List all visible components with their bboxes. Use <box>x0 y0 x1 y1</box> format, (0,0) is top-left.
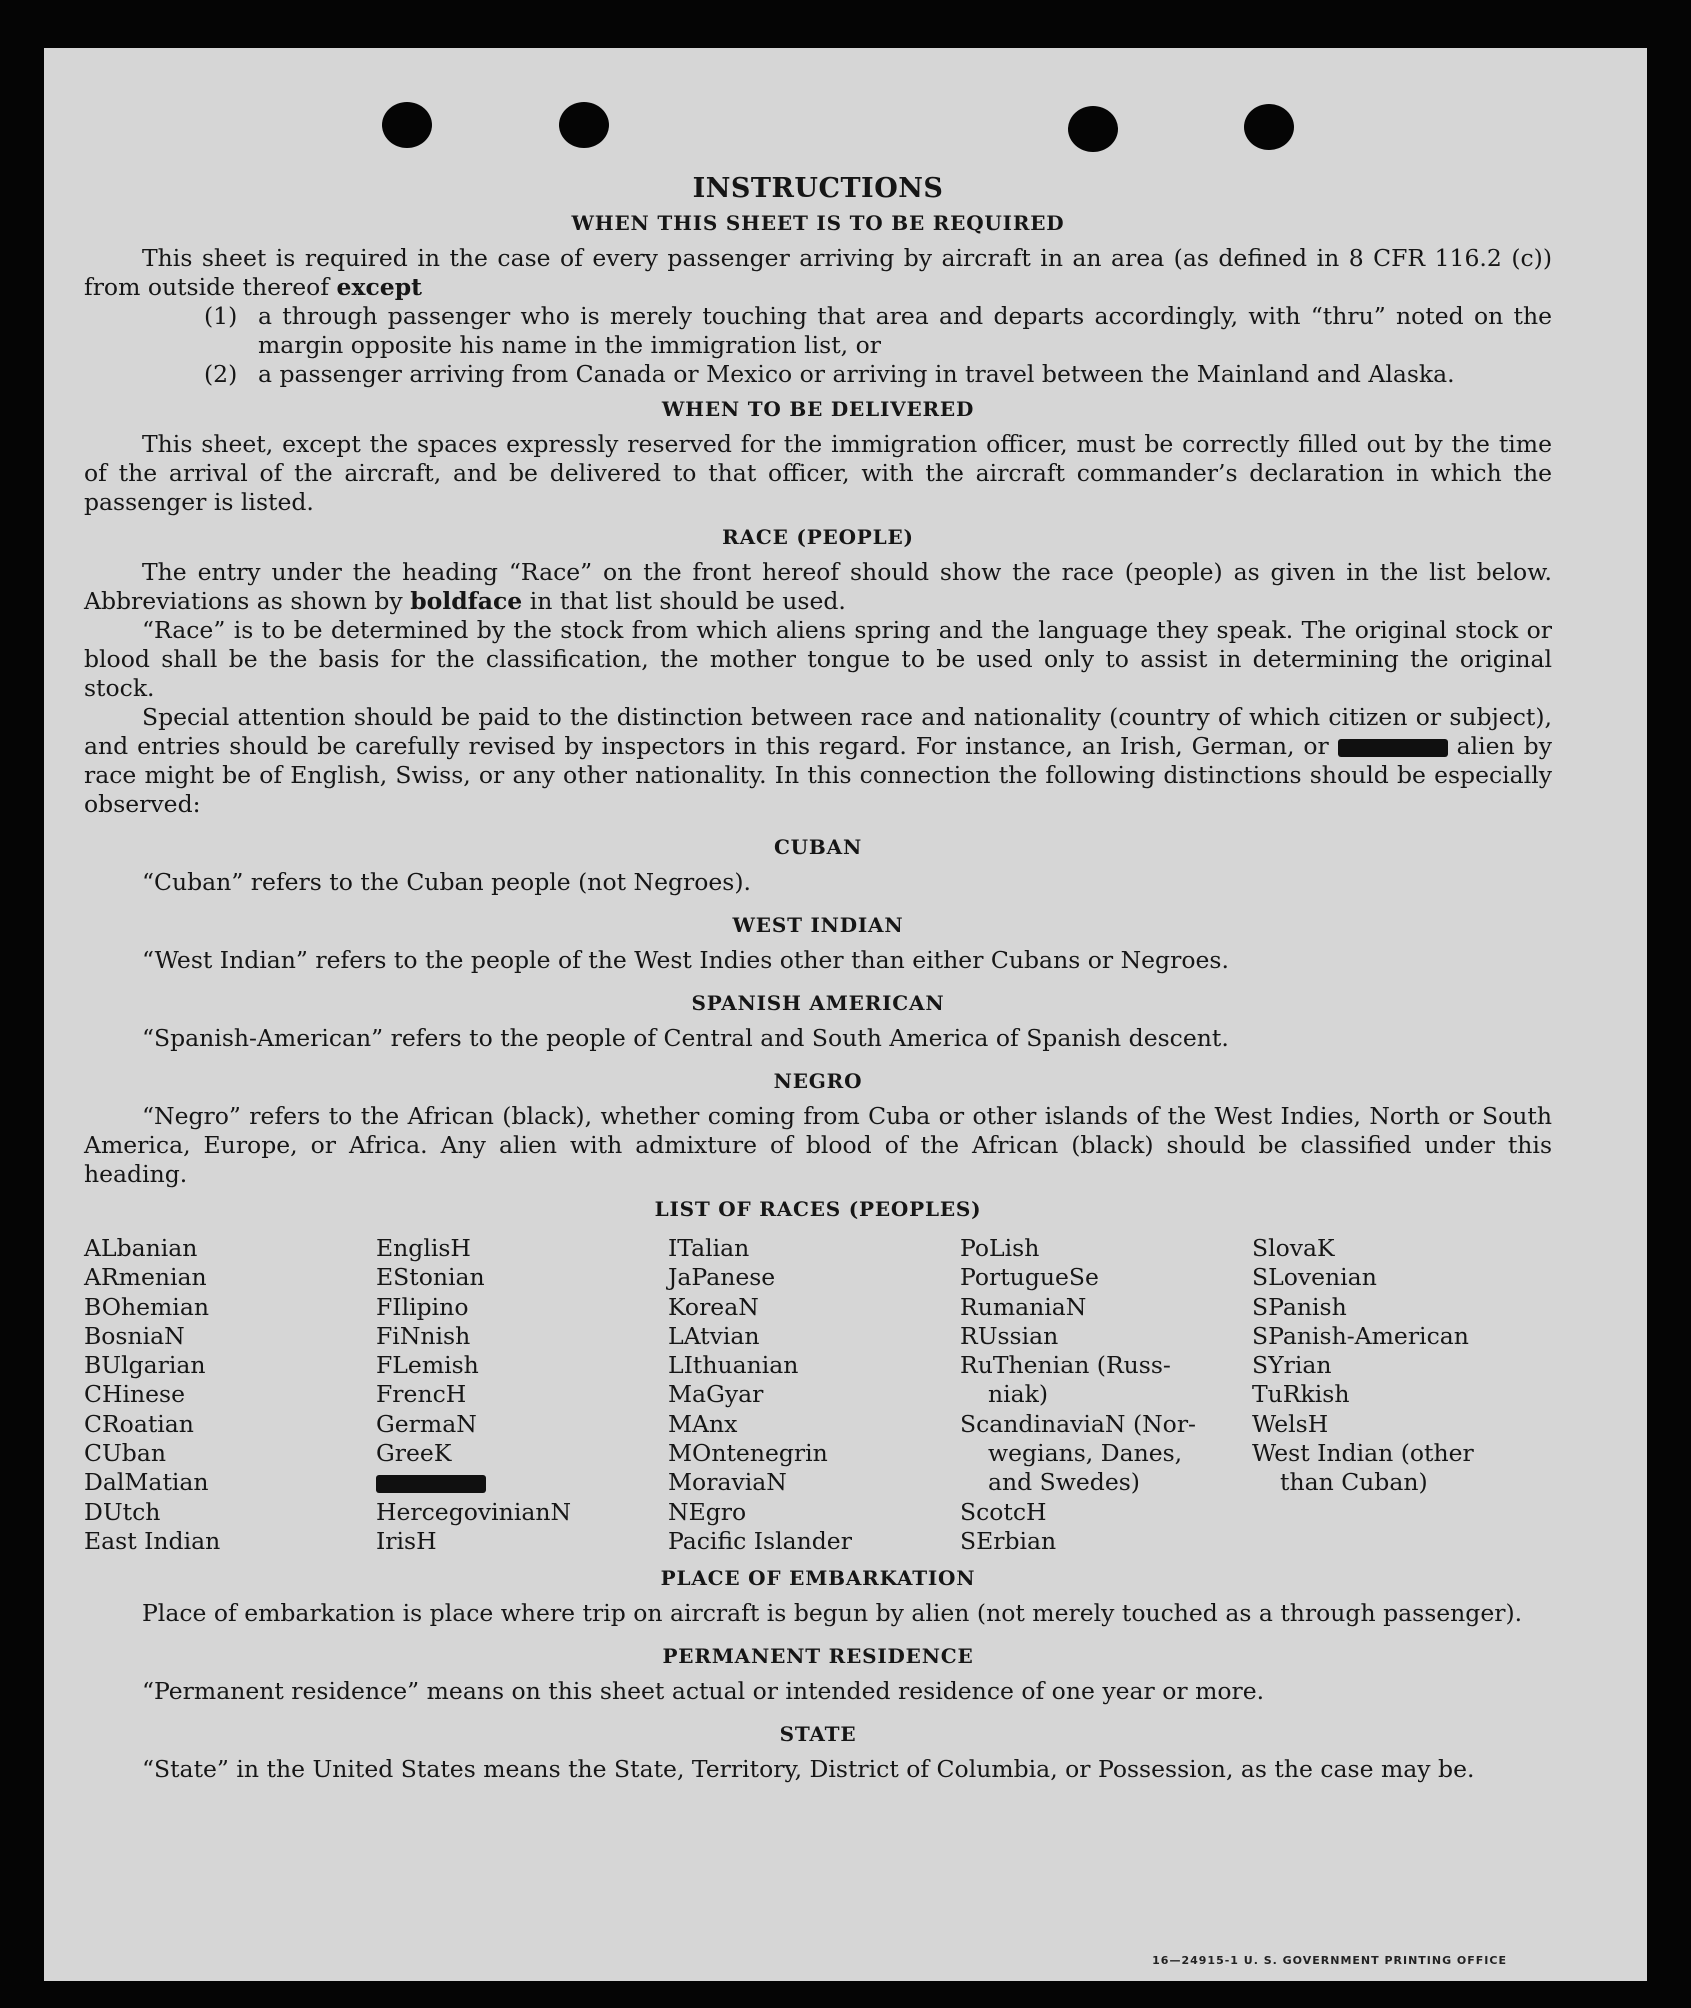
races-column <box>668 1234 960 1556</box>
race-entry: CHinese <box>84 1380 185 1409</box>
race-entry: GermaN <box>376 1409 477 1438</box>
instructions-content <box>84 174 1552 1784</box>
paragraph-west-indian: “West Indian” refers to the people of the West Indies other than either Cubans or Negroes. <box>142 946 1229 974</box>
race-entry: Pacific Islander <box>668 1526 852 1555</box>
race-entry: niak) <box>988 1380 1049 1409</box>
race-entry: and Swedes) <box>988 1468 1140 1497</box>
paragraph-embarkation: Place of embarkation is place where trip on aircraft is begun by alien (not merely touched as a through passenger). <box>142 1599 1523 1628</box>
paragraph-state: “State” in the United States means the State, Territory, District of Columbia, or Possession, as the case may be. <box>142 1755 1475 1784</box>
race-entry: JaPanese <box>668 1263 776 1292</box>
race-entry: FLemish <box>376 1351 479 1380</box>
race-entry: EStonian <box>376 1263 485 1292</box>
race-entry: MaGyar <box>668 1380 764 1409</box>
punch-hole <box>559 102 609 148</box>
paragraph-spanish-american: “Spanish-American” refers to the people of Central and South America of Spanish descent. <box>142 1024 1229 1052</box>
race-entry: GreeK <box>376 1439 452 1468</box>
race-entry: KoreaN <box>668 1292 759 1321</box>
paragraph-permanent-residence: “Permanent residence” means on this sheet actual or intended residence of one year or more. <box>142 1677 1265 1706</box>
race-entry: East Indian <box>84 1526 221 1555</box>
race-entry: SErbian <box>960 1526 1057 1555</box>
race-entry: SYrian <box>1252 1351 1332 1380</box>
heading-state: STATE <box>779 1722 857 1747</box>
paragraph-when-delivered: This sheet, except the spaces expressly reserved for the immigration officer, must be correctly filled out by the time of the arrival of the aircraft, and be delivered to that officer, with the aircraft commander’s declaration in which the passenger is listed. <box>84 430 1552 516</box>
punch-hole <box>1068 106 1118 152</box>
race-entry: ALbanian <box>84 1234 198 1262</box>
heading-when-delivered: WHEN TO BE DELIVERED <box>661 397 975 421</box>
race-entry: BOhemian <box>84 1292 209 1321</box>
printing-office-code: 16—24915-1 U. S. GOVERNMENT PRINTING OFFICE <box>1152 1954 1507 1967</box>
race-entry: ITalian <box>668 1234 750 1262</box>
race-entry: TuRkish <box>1252 1380 1350 1409</box>
race-entry: DUtch <box>84 1497 161 1526</box>
race-entry: MoraviaN <box>668 1468 787 1497</box>
paragraph-race-3 <box>84 703 1552 819</box>
race-entry: West Indian (other <box>1252 1439 1474 1468</box>
race-entry: MOntenegrin <box>668 1439 828 1468</box>
races-column <box>1252 1234 1544 1556</box>
races-list <box>84 1234 1552 1556</box>
paragraph-cuban: “Cuban” refers to the Cuban people (not Negroes). <box>142 868 752 896</box>
races-column <box>960 1234 1252 1556</box>
heading-embarkation: PLACE OF EMBARKATION <box>660 1566 976 1591</box>
race-entry: ScotcH <box>960 1497 1047 1526</box>
list-item <box>84 302 1552 360</box>
race-entry: FIlipino <box>376 1292 469 1321</box>
list-item <box>84 360 1552 389</box>
paragraph-text: This sheet is required in the case of every passenger arriving by aircraft in an area (as defined in 8 CFR 116.2 (c)) from outside thereof <box>84 244 1552 301</box>
paragraph-text: alien by race might be of English, Swiss, or any other nationality. In this connection the following distinctions should be especially observed: <box>84 732 1552 818</box>
races-column <box>84 1234 376 1556</box>
heading-race: RACE (PEOPLE) <box>722 525 914 549</box>
redacted-race-entry <box>376 1468 668 1497</box>
heading-cuban: CUBAN <box>773 835 863 859</box>
paragraph-when-required <box>84 244 1552 302</box>
race-entry: SPanish-American <box>1252 1321 1469 1350</box>
document-page <box>44 48 1647 1981</box>
paragraph-race-1 <box>84 558 1552 616</box>
race-entry: ARmenian <box>84 1263 207 1292</box>
race-entry: CRoatian <box>84 1409 194 1438</box>
item-number: (2) <box>204 360 238 388</box>
punch-hole <box>382 102 432 148</box>
race-entry: ScandinaviaN (Nor- <box>960 1409 1196 1438</box>
heading-when-required: WHEN THIS SHEET IS TO BE REQUIRED <box>571 211 1065 235</box>
item-text: a through passenger who is merely touching that area and departs accordingly, with “thru” noted on the margin opposite his name in the immigration list, or <box>258 302 1552 359</box>
race-entry: WelsH <box>1252 1409 1329 1438</box>
race-entry: RUssian <box>960 1321 1059 1350</box>
paragraph-text: Special attention should be paid to the distinction between race and nationality (country of which citizen or subject), and entries should be carefully revised by inspectors in this regard. For instance, an Irish, German, or <box>84 703 1552 760</box>
race-entry: CUban <box>84 1439 166 1468</box>
race-entry: BosniaN <box>84 1321 185 1350</box>
race-entry: IrisH <box>376 1526 437 1555</box>
race-entry: LIthuanian <box>668 1351 799 1380</box>
race-entry: HercegovinianN <box>376 1497 572 1526</box>
race-entry: RumaniaN <box>960 1292 1087 1321</box>
race-entry: SLovenian <box>1252 1263 1377 1292</box>
emphasis-text: except <box>336 273 423 301</box>
race-entry <box>1252 1527 1544 1556</box>
item-text: a passenger arriving from Canada or Mexico or arriving in travel between the Mainland and Alaska. <box>258 360 1455 388</box>
race-entry: BUlgarian <box>84 1351 206 1380</box>
race-entry: LAtvian <box>668 1321 760 1350</box>
heading-permanent-residence: PERMANENT RESIDENCE <box>662 1644 974 1669</box>
races-column <box>376 1234 668 1556</box>
heading-races-list: LIST OF RACES (PEOPLES) <box>654 1197 982 1221</box>
race-entry: SlovaK <box>1252 1234 1335 1262</box>
race-entry: EnglisH <box>376 1234 471 1262</box>
emphasis-text: boldface <box>410 587 523 615</box>
race-entry: PoLish <box>960 1234 1040 1262</box>
race-entry <box>1252 1498 1544 1527</box>
race-entry: MAnx <box>668 1409 738 1438</box>
race-entry: SPanish <box>1252 1292 1347 1321</box>
item-number: (1) <box>204 302 238 330</box>
redaction-mark <box>376 1475 486 1493</box>
paragraph-negro: “Negro” refers to the African (black), whether coming from Cuba or other islands of the West Indies, North or South America, Europe, or Africa. Any alien with admixture of blood of the African (black) should be classified under this heading. <box>84 1102 1552 1188</box>
redaction-mark <box>1338 739 1448 757</box>
race-entry: FiNnish <box>376 1321 471 1350</box>
race-entry: PortugueSe <box>960 1263 1099 1292</box>
race-entry: DalMatian <box>84 1468 209 1497</box>
heading-negro: NEGRO <box>773 1069 863 1093</box>
paragraph-race-2: “Race” is to be determined by the stock from which aliens spring and the language they speak. The original stock or blood shall be the basis for the classification, the mother tongue to be used only to assist in determining the original stock. <box>84 616 1552 702</box>
heading-spanish-american: SPANISH AMERICAN <box>691 991 945 1015</box>
race-entry: RuThenian (Russ- <box>960 1351 1171 1380</box>
race-entry: NEgro <box>668 1497 747 1526</box>
page-title: INSTRUCTIONS <box>692 173 944 204</box>
race-entry: wegians, Danes, <box>988 1439 1183 1468</box>
race-entry: than Cuban) <box>1280 1468 1428 1497</box>
race-entry: FrencH <box>376 1380 467 1409</box>
paragraph-text: in that list should be used. <box>529 587 846 615</box>
paragraph-text: The entry under the heading “Race” on the front hereof should show the race (people) as given in the list below. Abbreviations as shown by <box>84 558 1552 615</box>
punch-hole <box>1244 104 1294 150</box>
heading-west-indian: WEST INDIAN <box>732 913 904 937</box>
